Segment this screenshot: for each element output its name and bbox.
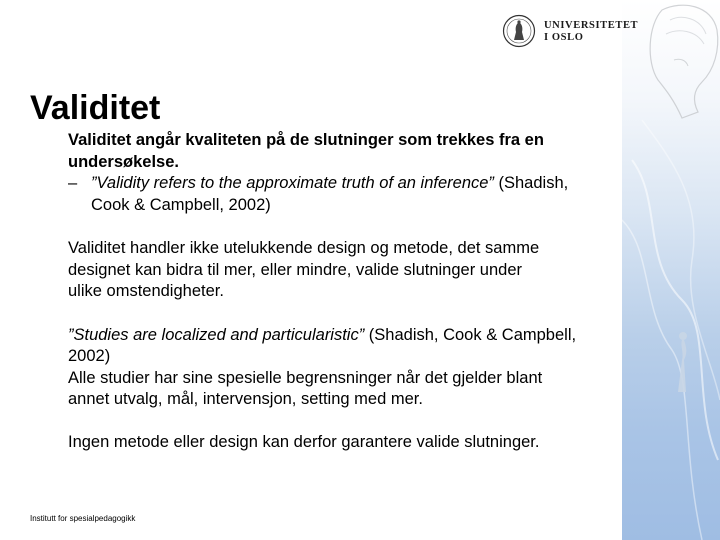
paragraph-line: Alle studier har sine spesielle begrensninger når det gjelder blant: [68, 368, 543, 387]
paragraph-line: ulike omstendigheter.: [68, 282, 224, 300]
paragraph-line: 2002): [68, 347, 111, 365]
slide-title: Validitet: [30, 89, 161, 127]
paragraph-line: designet kan bidra til mer, eller mindre, valide slutninger under: [68, 260, 522, 279]
university-name-line1: UNIVERSITETET: [544, 20, 639, 31]
university-name-line2: I OSLO: [544, 32, 584, 43]
paragraph-localized-studies: [68, 325, 623, 368]
paragraph-line: undersøkelse.: [68, 152, 179, 171]
citation-text: (Shadish, Cook & Campbell,: [364, 325, 577, 344]
quote-text: ”Studies are localized and particularistic”: [68, 325, 365, 344]
citation-text: (Shadish,: [493, 174, 569, 192]
quote-text: ”Validity refers to the approximate truth of an inference”: [91, 174, 494, 192]
university-seal-icon: [502, 14, 536, 48]
slide-content: [68, 130, 623, 453]
decorative-side-band: [622, 0, 720, 540]
paragraph-validity-definition: [68, 130, 623, 173]
paragraph-limitations: [68, 368, 623, 411]
dash-list-item: [68, 173, 623, 216]
paragraph-conclusion: [68, 432, 623, 454]
paragraph-line: Ingen metode eller design kan derfor garantere valide slutninger.: [68, 432, 540, 451]
dash-item-line: Cook & Campbell, 2002): [91, 195, 271, 214]
dash-item-line: [91, 173, 623, 195]
paragraph-line: annet utvalg, mål, intervensjon, setting med mer.: [68, 390, 423, 408]
footer-department: Institutt for spesialpedagogikk: [30, 514, 136, 523]
paragraph-line: Validitet handler ikke utelukkende design og metode, det samme: [68, 239, 540, 257]
sculpture-illustration: [622, 0, 720, 540]
paragraph-line: Validitet angår kvaliteten på de slutninger som trekkes fra en: [68, 131, 544, 149]
paragraph-line: [68, 325, 623, 347]
paragraph-design-method: [68, 238, 623, 303]
university-logo: [502, 14, 639, 52]
dash-bullet: –: [68, 174, 78, 192]
